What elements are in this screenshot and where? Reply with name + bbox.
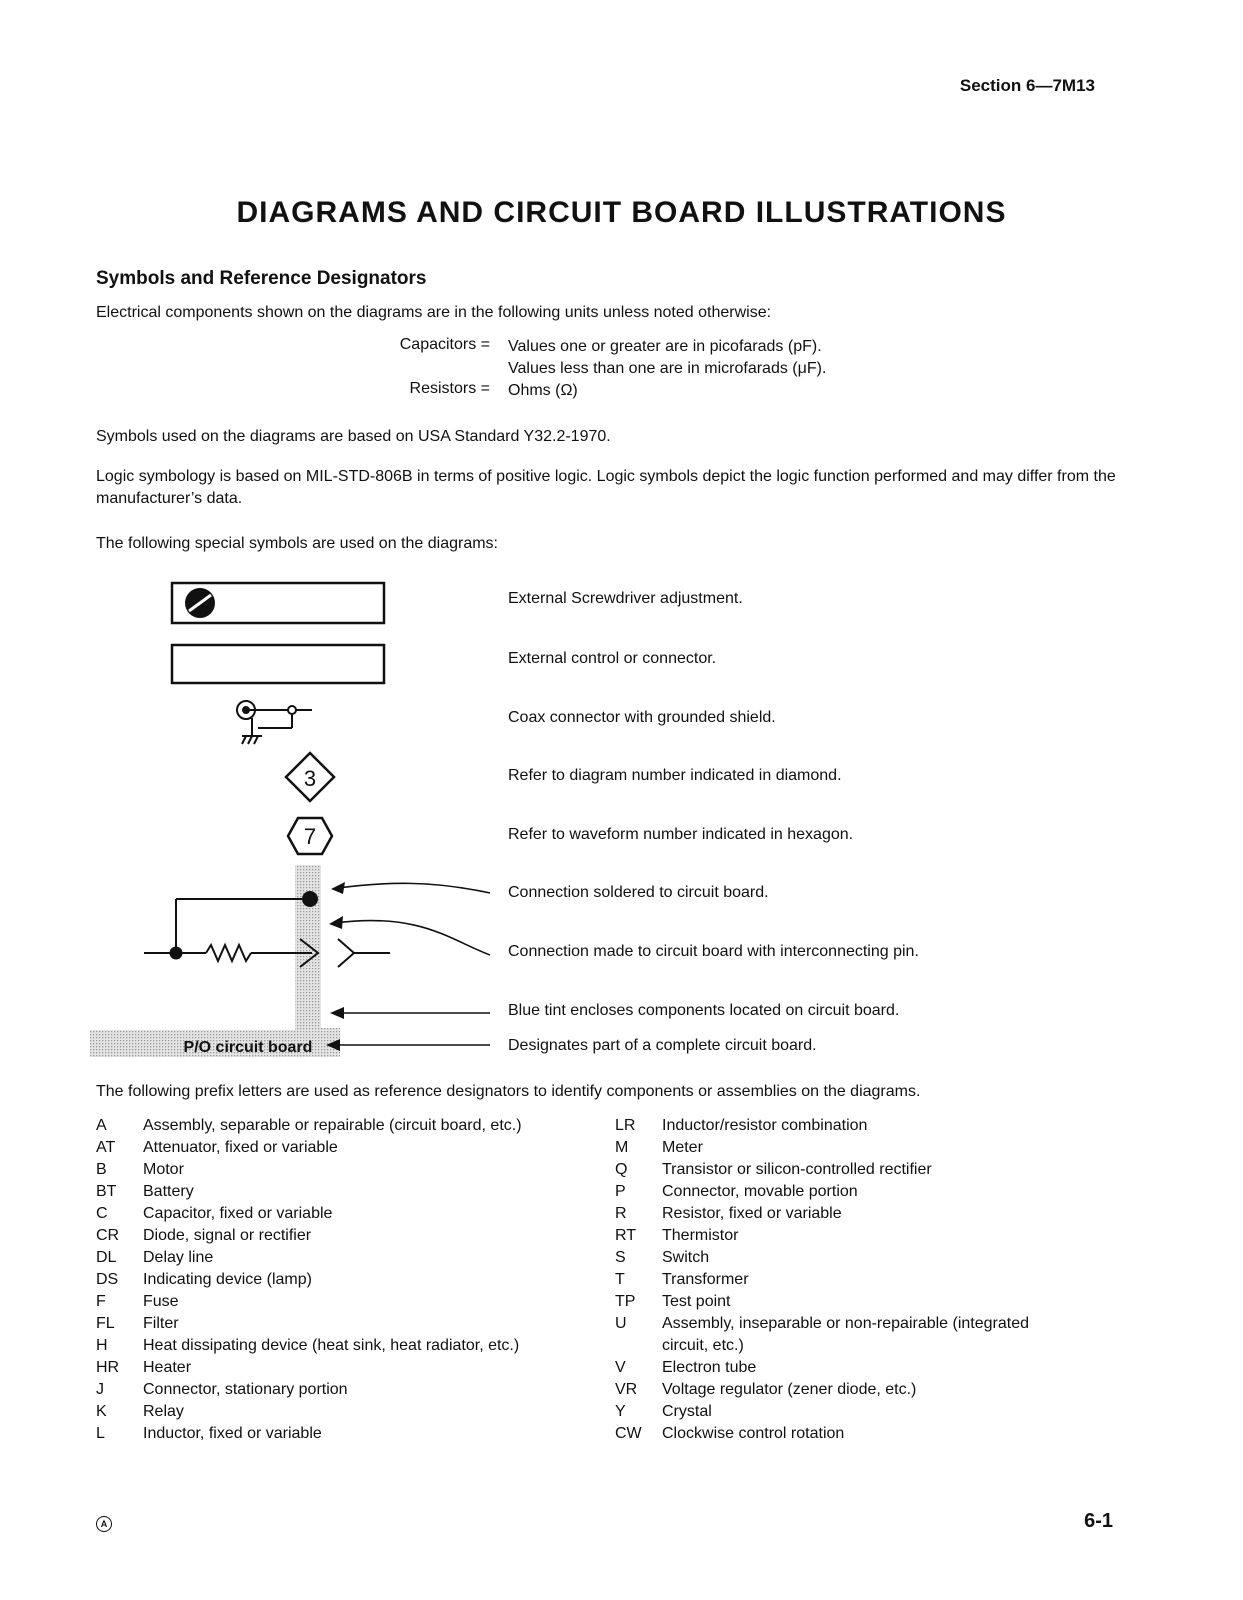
page-title: DIAGRAMS AND CIRCUIT BOARD ILLUSTRATIONS (236, 196, 1007, 229)
list-item (615, 1159, 1085, 1181)
list-item (96, 1335, 596, 1357)
list-item (615, 1225, 1085, 1247)
list-item (96, 1247, 596, 1269)
designator-code: T (615, 1271, 625, 1288)
designator-desc: Thermistor (662, 1227, 739, 1244)
symbol-desc-board: Designates part of a complete circuit board. (508, 1037, 817, 1054)
hexagon-number: 7 (303, 824, 317, 849)
designator-desc: Inductor/resistor combination (662, 1117, 868, 1134)
designator-desc: Delay line (143, 1249, 214, 1266)
list-item (615, 1357, 1085, 1379)
designator-desc: Inductor, fixed or variable (143, 1425, 322, 1442)
list-item (96, 1357, 596, 1379)
designator-code: RT (615, 1227, 637, 1244)
designator-code: CW (615, 1425, 642, 1442)
designator-code: Q (615, 1161, 628, 1178)
designator-code: VR (615, 1381, 638, 1398)
junction-dot (170, 947, 183, 960)
symbol-desc-hexagon: Refer to waveform number indicated in hexagon. (508, 826, 854, 843)
list-item (615, 1291, 1085, 1313)
list-item (96, 1379, 596, 1401)
designator-code: H (96, 1337, 108, 1354)
page-number: 6-1 (1084, 1510, 1113, 1532)
capacitors-line1: Values one or greater are in picofarads (pF). (508, 338, 822, 355)
designator-code: B (96, 1161, 107, 1178)
symbols-heading: Symbols and Reference Designators (96, 268, 427, 289)
designator-desc: Motor (143, 1161, 184, 1178)
designator-desc: Fuse (143, 1293, 179, 1310)
list-item (615, 1115, 1085, 1137)
resistors-label: Resistors = (409, 380, 490, 397)
symbol-desc-external-control: External control or connector. (508, 650, 717, 667)
symbol-desc-soldered: Connection soldered to circuit board. (508, 884, 769, 901)
list-item (96, 1225, 596, 1247)
designator-code: P (615, 1183, 626, 1200)
list-item (96, 1137, 596, 1159)
designator-desc: Meter (662, 1139, 703, 1156)
designator-desc: Connector, stationary portion (143, 1381, 348, 1398)
designator-desc: Heater (143, 1359, 192, 1376)
prefix-intro: The following prefix letters are used as reference designators to identify components or assemblies on the diagrams. (96, 1083, 921, 1100)
list-item (615, 1313, 1085, 1357)
designators-right (615, 1115, 1085, 1445)
designator-code: HR (96, 1359, 120, 1376)
footer-mark: A (96, 1516, 112, 1532)
capacitors-label: Capacitors = (399, 336, 490, 353)
intro-text: Electrical components shown on the diagrams are in the following units unless noted otherwise: (96, 304, 772, 321)
designator-desc: Indicating device (lamp) (143, 1271, 312, 1288)
symbol-desc-diamond: Refer to diagram number indicated in diamond. (508, 767, 842, 784)
designator-code: TP (615, 1293, 636, 1310)
coax-connector-symbol (237, 701, 312, 744)
designator-desc: Test point (662, 1293, 731, 1310)
list-item (96, 1159, 596, 1181)
designator-code: A (96, 1117, 107, 1134)
waveform-hexagon-symbol (288, 818, 332, 854)
designator-desc: Diode, signal or rectifier (143, 1227, 312, 1244)
designator-code: M (615, 1139, 629, 1156)
screwdriver-adjustment-symbol (172, 583, 384, 623)
board-tint-area (90, 865, 340, 1057)
list-item (96, 1423, 596, 1445)
designator-code: U (615, 1315, 627, 1332)
solder-dot (302, 891, 318, 907)
designator-code: F (96, 1293, 106, 1310)
designator-desc: Transformer (662, 1271, 749, 1288)
designator-code: C (96, 1205, 108, 1222)
external-control-symbol (172, 645, 384, 683)
capacitors-line2: Values less than one are in microfarads (μF). (508, 360, 827, 377)
special-symbols-diagram (0, 560, 520, 1080)
designator-code: Y (615, 1403, 626, 1420)
designator-desc: Relay (143, 1403, 184, 1420)
list-item (615, 1181, 1085, 1203)
designator-desc: Connector, movable portion (662, 1183, 858, 1200)
designator-desc: Capacitor, fixed or variable (143, 1205, 333, 1222)
board-label: P/O circuit board (183, 1039, 313, 1056)
special-intro: The following special symbols are used on the diagrams: (96, 535, 498, 552)
symbol-desc-tint: Blue tint encloses components located on circuit board. (508, 1002, 900, 1019)
list-item (96, 1115, 596, 1137)
designator-desc: Resistor, fixed or variable (662, 1205, 842, 1222)
designator-desc: Attenuator, fixed or variable (143, 1139, 338, 1156)
standard-text: Symbols used on the diagrams are based on USA Standard Y32.2-1970. (96, 428, 611, 445)
designator-code: V (615, 1359, 626, 1376)
designator-desc: Heat dissipating device (heat sink, heat radiator, etc.) (143, 1337, 520, 1354)
symbol-desc-pin: Connection made to circuit board with interconnecting pin. (508, 943, 919, 960)
list-item (96, 1291, 596, 1313)
logic-text: Logic symbology is based on MIL-STD-806B in terms of positive logic. Logic symbols depict the logic function performed and may differ from the manufacturer’s data. (96, 468, 1116, 507)
symbol-desc-screwdriver: External Screwdriver adjustment. (508, 590, 743, 607)
designator-code: R (615, 1205, 627, 1222)
section-header: Section 6—7M13 (959, 76, 1095, 95)
designator-desc: Clockwise control rotation (662, 1425, 845, 1442)
leader-arrows (334, 883, 490, 1045)
designator-code: LR (615, 1117, 636, 1134)
diamond-number: 3 (303, 766, 317, 791)
list-item (615, 1379, 1085, 1401)
designator-code: BT (96, 1183, 117, 1200)
designator-desc: Assembly, separable or repairable (circuit board, etc.) (143, 1117, 522, 1134)
designator-desc: Filter (143, 1315, 179, 1332)
designator-code: J (96, 1381, 104, 1398)
designator-desc: Crystal (662, 1403, 712, 1420)
designator-desc: Voltage regulator (zener diode, etc.) (662, 1381, 917, 1398)
designator-desc: Battery (143, 1183, 194, 1200)
resistors-value: Ohms (Ω) (508, 382, 578, 399)
list-item (96, 1269, 596, 1291)
list-item (96, 1313, 596, 1335)
designator-code: DS (96, 1271, 119, 1288)
arrow-heads (326, 882, 345, 1051)
designator-code: FL (96, 1315, 115, 1332)
designator-code: CR (96, 1227, 120, 1244)
designator-code: S (615, 1249, 626, 1266)
designator-code: L (96, 1425, 105, 1442)
designator-desc: Assembly, inseparable or non-repairable (integrated circuit, etc.) (662, 1315, 1030, 1354)
designator-code: AT (96, 1139, 116, 1156)
list-item (96, 1181, 596, 1203)
list-item (615, 1269, 1085, 1291)
designator-code: DL (96, 1249, 117, 1266)
list-item (96, 1401, 596, 1423)
list-item (615, 1247, 1085, 1269)
list-item (96, 1203, 596, 1225)
list-item (615, 1401, 1085, 1423)
symbol-desc-coax: Coax connector with grounded shield. (508, 709, 776, 726)
designator-desc: Switch (662, 1249, 710, 1266)
list-item (615, 1203, 1085, 1225)
designator-desc: Transistor or silicon-controlled rectifier (662, 1161, 932, 1178)
list-item (615, 1423, 1085, 1445)
designator-desc: Electron tube (662, 1359, 757, 1376)
designator-code: K (96, 1403, 107, 1420)
list-item (615, 1137, 1085, 1159)
designators-left (96, 1115, 596, 1445)
diagram-diamond-symbol (286, 753, 334, 801)
